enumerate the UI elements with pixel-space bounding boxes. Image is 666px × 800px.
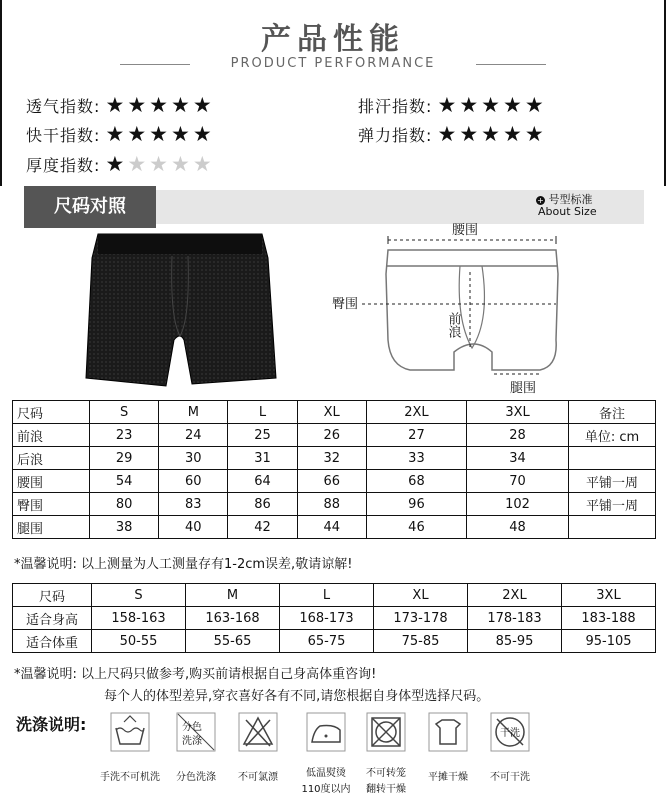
dry-flat-icon xyxy=(428,712,468,752)
table-row xyxy=(13,607,656,630)
table-cell: 26 xyxy=(297,424,366,447)
header-cell: XL xyxy=(374,584,468,607)
thigh-label: 腿围 xyxy=(510,381,537,396)
table-row xyxy=(13,493,656,516)
table-row xyxy=(13,516,656,539)
header-cell: 2XL xyxy=(366,401,466,424)
header-cell: 尺码 xyxy=(13,401,90,424)
perf-label: 透气指数: xyxy=(26,97,101,116)
table-cell: 80 xyxy=(90,493,159,516)
table-cell: 60 xyxy=(159,470,228,493)
table-cell: 48 xyxy=(467,516,569,539)
table-cell: 28 xyxy=(467,424,569,447)
table-cell: 适合体重 xyxy=(13,630,92,653)
care-label: 不可干洗 xyxy=(490,772,530,783)
table-row xyxy=(13,424,656,447)
table-cell: 44 xyxy=(297,516,366,539)
star-filled-icon: ★ xyxy=(459,122,482,146)
table-cell: 33 xyxy=(366,447,466,470)
table-cell: 46 xyxy=(366,516,466,539)
table-cell: 25 xyxy=(228,424,297,447)
star-rating xyxy=(106,122,215,146)
table-cell: 102 xyxy=(467,493,569,516)
care-label-2: 翻转干燥 xyxy=(366,784,406,795)
no-dry-clean-icon xyxy=(490,712,530,752)
care-no-tumble xyxy=(366,712,406,756)
table-cell: 34 xyxy=(467,447,569,470)
header-cell: S xyxy=(92,584,186,607)
star-filled-icon: ★ xyxy=(524,122,547,146)
page-subtitle: PRODUCT PERFORMANCE xyxy=(230,56,436,71)
header-cell: XL xyxy=(297,401,366,424)
perf-sweat xyxy=(358,94,547,117)
star-filled-icon: ★ xyxy=(127,122,150,146)
perf-label: 厚度指数: xyxy=(26,156,101,175)
table-cell: 平铺一周 xyxy=(569,493,656,516)
star-filled-icon: ★ xyxy=(105,93,128,117)
dry-clean-text: 干洗 xyxy=(500,728,520,739)
svg-text:洗涤: 洗涤 xyxy=(182,736,202,747)
table-cell: 70 xyxy=(467,470,569,493)
table-cell: 64 xyxy=(228,470,297,493)
table-cell: 88 xyxy=(297,493,366,516)
left-rule xyxy=(0,0,2,186)
star-rating xyxy=(106,152,215,176)
perf-label: 排汗指数: xyxy=(358,97,433,116)
table-cell: 30 xyxy=(159,447,228,470)
hip-label: 臀围 xyxy=(332,297,359,312)
star-filled-icon: ★ xyxy=(192,122,215,146)
table-cell: 168-173 xyxy=(280,607,374,630)
table-cell: 66 xyxy=(297,470,366,493)
table-cell: 42 xyxy=(228,516,297,539)
table-cell xyxy=(569,516,656,539)
note-measure-error: *温馨说明: 以上测量为人工测量存有1-2cm误差,敬请谅解! xyxy=(14,557,353,572)
header-cell: L xyxy=(280,584,374,607)
svg-text:分色: 分色 xyxy=(182,722,202,733)
iron-icon xyxy=(306,712,346,752)
header-cell: 3XL xyxy=(562,584,656,607)
care-no-bleach xyxy=(238,712,278,756)
table-cell: 85-95 xyxy=(468,630,562,653)
table-row xyxy=(13,630,656,653)
table-cell: 83 xyxy=(159,493,228,516)
table-header-row xyxy=(13,401,656,424)
table-cell: 腿围 xyxy=(13,516,90,539)
header-cell: 2XL xyxy=(468,584,562,607)
table-cell: 38 xyxy=(90,516,159,539)
page-title: 产品性能 xyxy=(261,22,405,57)
table-cell: 23 xyxy=(90,424,159,447)
table-cell: 臀围 xyxy=(13,493,90,516)
perf-elasticity xyxy=(358,123,547,146)
care-low-iron xyxy=(306,712,346,756)
table-cell: 173-178 xyxy=(374,607,468,630)
header-cell: 尺码 xyxy=(13,584,92,607)
care-label-2: 110度以内 xyxy=(301,784,351,795)
about-cn-text: 号型标准 xyxy=(548,193,593,206)
table-cell: 27 xyxy=(366,424,466,447)
front-rise-label-1: 前浪 xyxy=(445,312,461,338)
star-filled-icon: ★ xyxy=(481,93,503,117)
table-cell: 183-188 xyxy=(562,607,656,630)
table-cell: 96 xyxy=(366,493,466,516)
star-filled-icon: ★ xyxy=(170,122,193,146)
table-cell: 163-168 xyxy=(186,607,280,630)
table-header-row xyxy=(13,584,656,607)
table-cell: 腰围 xyxy=(13,470,90,493)
perf-thickness xyxy=(26,153,215,176)
header-cell: M xyxy=(186,584,280,607)
star-rating xyxy=(106,93,215,117)
table-cell: 50-55 xyxy=(92,630,186,653)
star-empty-icon: ★ xyxy=(192,152,215,176)
star-filled-icon: ★ xyxy=(502,93,525,117)
star-empty-icon: ★ xyxy=(149,152,171,176)
care-no-dry-clean xyxy=(490,712,530,756)
table-cell: 54 xyxy=(90,470,159,493)
table-cell: 单位: cm xyxy=(569,424,656,447)
waistband xyxy=(98,234,262,254)
table-cell: 32 xyxy=(297,447,366,470)
table-cell xyxy=(569,447,656,470)
hand-wash-icon xyxy=(110,712,150,752)
no-bleach-icon xyxy=(238,712,278,752)
diagram-lines xyxy=(362,236,558,374)
table-cell: 前浪 xyxy=(13,424,90,447)
header-cell: 备注 xyxy=(569,401,656,424)
care-dry-flat xyxy=(428,712,468,756)
star-filled-icon: ★ xyxy=(127,93,150,117)
header-cell: S xyxy=(90,401,159,424)
care-hand-wash xyxy=(110,712,150,756)
star-filled-icon: ★ xyxy=(105,152,128,176)
star-rating xyxy=(438,122,547,146)
no-tumble-dry-icon xyxy=(366,712,406,752)
table-cell: 86 xyxy=(228,493,297,516)
table-cell: 65-75 xyxy=(280,630,374,653)
care-title: 洗涤说明: xyxy=(16,715,87,734)
waist-label: 腰围 xyxy=(452,223,479,238)
table-row xyxy=(13,470,656,493)
star-filled-icon: ★ xyxy=(502,122,525,146)
product-photo xyxy=(80,228,280,392)
star-filled-icon: ★ xyxy=(524,93,547,117)
star-empty-icon: ★ xyxy=(170,152,193,176)
care-label: 不可氯漂 xyxy=(238,772,278,783)
star-rating xyxy=(438,93,547,117)
table-cell: 适合身高 xyxy=(13,607,92,630)
star-filled-icon: ★ xyxy=(437,93,460,117)
plus-icon: + xyxy=(537,195,544,205)
table-cell: 24 xyxy=(159,424,228,447)
care-label: 低温熨烫 xyxy=(306,768,346,779)
perf-breathability xyxy=(26,94,215,117)
table-cell: 后浪 xyxy=(13,447,90,470)
star-filled-icon: ★ xyxy=(149,93,171,117)
star-empty-icon: ★ xyxy=(127,152,150,176)
star-filled-icon: ★ xyxy=(149,122,171,146)
table-cell: 40 xyxy=(159,516,228,539)
star-filled-icon: ★ xyxy=(105,122,128,146)
fit-table xyxy=(12,583,656,653)
table-cell: 178-183 xyxy=(468,607,562,630)
table-row xyxy=(13,447,656,470)
header-cell: M xyxy=(159,401,228,424)
perf-label: 快干指数: xyxy=(26,126,101,145)
about-size-en: About Size xyxy=(538,205,597,218)
care-separate-wash xyxy=(176,712,216,756)
section-title: 尺码对照 xyxy=(54,196,126,217)
note-size-reference: *温馨说明: 以上尺码只做参考,购买前请根据自己身高体重咨询! xyxy=(14,667,377,682)
care-label: 分色洗涤 xyxy=(176,772,216,783)
table-cell: 29 xyxy=(90,447,159,470)
star-filled-icon: ★ xyxy=(192,93,215,117)
care-label: 手洗不可机洗 xyxy=(100,772,160,783)
measurement-diagram xyxy=(330,220,566,398)
header-cell: 3XL xyxy=(467,401,569,424)
header-cell: L xyxy=(228,401,297,424)
table-cell: 158-163 xyxy=(92,607,186,630)
briefs-shape xyxy=(86,234,276,386)
table-cell: 75-85 xyxy=(374,630,468,653)
table-cell: 31 xyxy=(228,447,297,470)
table-cell: 平铺一周 xyxy=(569,470,656,493)
table-cell: 68 xyxy=(366,470,466,493)
star-filled-icon: ★ xyxy=(170,93,193,117)
star-filled-icon: ★ xyxy=(437,122,460,146)
table-cell: 55-65 xyxy=(186,630,280,653)
star-filled-icon: ★ xyxy=(481,122,503,146)
separate-wash-icon xyxy=(176,712,216,752)
care-label: 平摊干燥 xyxy=(428,772,468,783)
measure-table xyxy=(12,400,656,539)
care-label: 不可转笼 xyxy=(366,768,406,779)
perf-quick-dry xyxy=(26,123,215,146)
star-filled-icon: ★ xyxy=(459,93,482,117)
table-cell: 95-105 xyxy=(562,630,656,653)
note-body-type: 每个人的体型差异,穿衣喜好各有不同,请您根据自身体型选择尺码。 xyxy=(104,689,490,704)
perf-label: 弹力指数: xyxy=(358,126,433,145)
